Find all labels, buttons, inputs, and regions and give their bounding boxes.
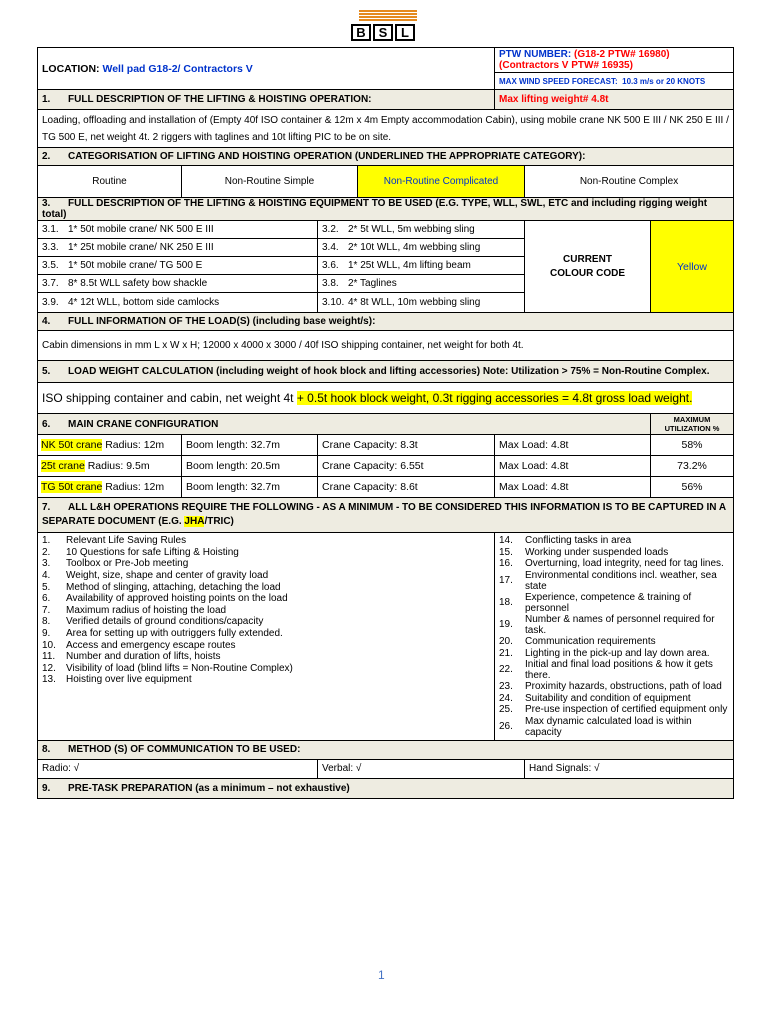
item-text: 1* 50t mobile crane/ NK 500 E III (68, 224, 214, 235)
list-item (499, 693, 729, 705)
item-number: 7. (42, 604, 51, 616)
item-text: Suitability and condition of equipment (525, 692, 691, 704)
section-number: 2. (42, 151, 51, 162)
item-text: Max dynamic calculated load is within capacity (525, 715, 692, 738)
item-text: Toolbox or Pre-Job meeting (66, 558, 189, 570)
section-title-part-2: /TRIC) (204, 516, 234, 527)
requirements-left-list (42, 535, 490, 686)
item-text: Communication requirements (525, 636, 656, 648)
ptw-label: PTW NUMBER: (499, 49, 572, 60)
wind-value: 10.3 m/s or 20 KNOTS (622, 76, 706, 86)
crane-max-load: Max Load: 4.8t (495, 456, 651, 477)
section-title: FULL DESCRIPTION OF THE LIFTING & HOISTING OPERATION: (68, 94, 372, 105)
item-number: 25. (499, 704, 513, 716)
crane-utilization: 56% (651, 477, 734, 498)
section-5-header (38, 361, 734, 383)
crane-boom: Boom length: 32.7m (182, 435, 318, 456)
item-text: Lighting in the pick-up and lay down area. (525, 647, 710, 659)
crane-boom: Boom length: 32.7m (182, 477, 318, 498)
item-number: 19. (499, 619, 513, 631)
item-text: Availability of approved hoisting points on the load (66, 593, 288, 605)
item-number: 2. (42, 546, 51, 558)
item-number: 24. (499, 692, 513, 704)
logo-stripes (359, 10, 417, 22)
crane-radius: Radius: 12m (105, 481, 165, 493)
section-number: 5. (42, 366, 51, 377)
item-text: 4* 8t WLL, 10m webbing sling (348, 297, 481, 308)
item-text: Visibility of load (blind lifts = Non-Routine Complex) (66, 662, 293, 674)
list-item (499, 535, 729, 547)
item-number: 13. (42, 674, 56, 686)
item-text: Conflicting tasks in area (525, 535, 632, 547)
hand-signals-method: Hand Signals: √ (525, 759, 734, 778)
section-number: 1. (42, 94, 51, 105)
equipment-item (318, 221, 525, 239)
list-item (42, 547, 490, 559)
list-item (499, 570, 729, 592)
crane-capacity: Crane Capacity: 6.55t (318, 456, 495, 477)
equipment-item (38, 257, 318, 275)
section-9-header (38, 778, 734, 798)
section-number: 4. (42, 316, 51, 327)
item-number: 16. (499, 558, 513, 570)
item-number: 3.1. (42, 224, 59, 235)
crane-utilization: 73.2% (651, 456, 734, 477)
list-item (42, 663, 490, 675)
load-information: Cabin dimensions in mm L x W x H; 12000 x 4000 x 3000 / 40f ISO shipping container, net weight for both 4t. (38, 331, 734, 361)
section-2-header (38, 148, 734, 166)
item-text: 2* Taglines (348, 278, 397, 289)
crane-boom: Boom length: 20.5m (182, 456, 318, 477)
ptw-open-2: ( (499, 60, 503, 71)
section-number: 7. (42, 502, 51, 513)
item-text: 1* 25t mobile crane/ NK 250 E III (68, 242, 214, 253)
category-non-routine-complicated: Non-Routine Complicated (358, 166, 525, 198)
section-title-part-1: ALL L&H OPERATIONS REQUIRE THE FOLLOWING - AS A MINIMUM - TO BE CONSIDERED THIS INFORMATION IS TO BE CAPTURED IN A SEPARATE DOCUMENT (E.G. (42, 502, 726, 527)
section-title: FULL DESCRIPTION OF THE LIFTING & HOISTING EQUIPMENT TO BE USED (E.G. TYPE, WLL, SWL, ETC and including rigging weight total) (42, 198, 708, 220)
list-item (499, 704, 729, 716)
crane-name: TG 50t crane (41, 481, 103, 493)
list-item (499, 681, 729, 693)
item-text: 8* 8.5t WLL safety bow shackle (68, 278, 208, 289)
equipment-item (318, 239, 525, 257)
item-text: Area for setting up with outriggers fully extended. (66, 628, 283, 640)
section-1-header (38, 90, 495, 110)
list-item (499, 614, 729, 636)
item-text: Number & names of personnel required for task. (525, 613, 715, 636)
colour-label-line-1: CURRENT (563, 254, 612, 265)
item-number: 1. (42, 535, 51, 547)
ptw-number-2: Contractors V PTW# 16935 (502, 60, 630, 71)
section-title: METHOD (S) OF COMMUNICATION TO BE USED: (68, 744, 301, 756)
item-text: Hoisting over live equipment (66, 674, 192, 686)
item-number: 18. (499, 597, 513, 609)
list-item (499, 647, 729, 659)
wind-cell (495, 73, 734, 90)
ptw-cell (495, 48, 734, 73)
item-number: 5. (42, 581, 51, 593)
item-text: 4* 12t WLL, bottom side camlocks (68, 297, 220, 308)
section-number: 9. (42, 782, 51, 794)
crane-max-load: Max Load: 4.8t (495, 435, 651, 456)
section-number: 6. (42, 418, 51, 430)
crane-name-radius (38, 477, 182, 498)
item-text: 1* 50t mobile crane/ TG 500 E (68, 260, 203, 271)
section-8-header (38, 740, 734, 759)
item-number: 22. (499, 664, 513, 676)
item-number: 14. (499, 535, 513, 547)
item-number: 3.9. (42, 297, 59, 308)
logo-letter: L (395, 24, 415, 41)
list-item (499, 716, 729, 738)
location-label: LOCATION: (42, 62, 100, 75)
section-title: CATEGORISATION OF LIFTING AND HOISTING OPERATION (UNDERLINED THE APPROPRIATE CATEGORY): (68, 151, 586, 162)
section-title-jha: JHA (184, 516, 205, 527)
equipment-item (318, 293, 525, 313)
list-item (499, 659, 729, 681)
crane-max-load: Max Load: 4.8t (495, 477, 651, 498)
crane-name: NK 50t crane (41, 439, 103, 451)
calc-plain: ISO shipping container and cabin, net weight 4t (42, 390, 297, 405)
category-non-routine-simple: Non-Routine Simple (182, 166, 358, 198)
section-title: FULL INFORMATION OF THE LOAD(S) (including base weight/s): (68, 316, 376, 327)
ptw-open: ( (571, 49, 578, 60)
item-number: 3.7. (42, 278, 59, 289)
wind-label: MAX WIND SPEED FORECAST: (499, 76, 618, 86)
item-text: Proximity hazards, obstructions, path of load (525, 681, 722, 693)
item-number: 3.4. (322, 242, 339, 253)
colour-label-line-2: COLOUR CODE (550, 268, 625, 279)
list-item (42, 616, 490, 628)
list-item (42, 593, 490, 605)
item-text: Overturning, load integrity, need for tag lines. (525, 558, 724, 570)
current-colour-code-value: Yellow (651, 221, 734, 313)
ptw-number-1: G18-2 PTW# 16980 (577, 49, 667, 60)
section-4-header (38, 313, 734, 331)
crane-name-radius (38, 456, 182, 477)
item-text: 2* 5t WLL, 5m webbing sling (348, 224, 475, 235)
item-text: 2* 10t WLL, 4m webbing sling (348, 242, 481, 253)
lifting-plan-form (37, 47, 734, 799)
item-number: 20. (499, 636, 513, 648)
bsl-logo (351, 10, 417, 43)
verbal-method: Verbal: √ (318, 759, 525, 778)
equipment-item (318, 275, 525, 293)
crane-capacity: Crane Capacity: 8.3t (318, 435, 495, 456)
section-3-header (38, 198, 734, 221)
crane-radius: Radius: 9.5m (87, 460, 150, 472)
item-number: 3. (42, 558, 51, 570)
requirements-right-list (499, 535, 729, 738)
section-number: 8. (42, 744, 51, 756)
page-number: 1 (378, 968, 385, 982)
ptw-close-2: ) (629, 60, 633, 71)
item-text: 10 Questions for safe Lifting & Hoisting (66, 546, 239, 558)
item-number: 11. (42, 651, 56, 663)
ptw-close: ) (666, 49, 670, 60)
list-item (42, 558, 490, 570)
location-value: Well pad G18-2/ Contractors V (102, 62, 253, 75)
item-number: 12. (42, 662, 56, 674)
item-text: Maximum radius of hoisting the load (66, 604, 227, 616)
list-item (42, 581, 490, 593)
list-item (42, 570, 490, 582)
item-number: 3.3. (42, 242, 59, 253)
crane-capacity: Crane Capacity: 8.6t (318, 477, 495, 498)
item-text: Method of slinging, attaching, detaching the load (66, 581, 281, 593)
item-text: Initial and final load positions & how it gets there. (525, 658, 713, 681)
equipment-item (38, 293, 318, 313)
item-number: 3.6. (322, 260, 339, 271)
list-item (499, 636, 729, 648)
section-7-header (38, 498, 734, 533)
equipment-item (38, 275, 318, 293)
item-number: 23. (499, 681, 513, 693)
item-number: 17. (499, 575, 513, 587)
list-item (499, 558, 729, 570)
category-non-routine-complex: Non-Routine Complex (525, 166, 734, 198)
location-cell (38, 48, 495, 90)
item-text: Weight, size, shape and center of gravity load (66, 570, 269, 582)
list-item (42, 639, 490, 651)
crane-name-radius (38, 435, 182, 456)
item-text: 1* 25t WLL, 4m lifting beam (348, 260, 471, 271)
section-6-header (38, 414, 651, 435)
requirements-left-column (38, 533, 495, 741)
item-number: 21. (499, 647, 513, 659)
equipment-item (38, 221, 318, 239)
crane-row (38, 477, 734, 498)
item-text: Pre-use inspection of certified equipment only (525, 704, 728, 716)
section-title: MAIN CRANE CONFIGURATION (68, 418, 219, 430)
section-title: PRE-TASK PREPARATION (as a minimum – not exhaustive) (68, 782, 350, 794)
logo-letter: S (373, 24, 393, 41)
list-item (42, 674, 490, 686)
crane-radius: Radius: 12m (105, 439, 165, 451)
item-text: Working under suspended loads (525, 546, 669, 558)
operation-description: Loading, offloading and installation of (Empty 40f ISO container & 12m x 4m Empty accommodation Cabin), using mobile crane NK 500 E III / NK 250 E III / TG 500 E, net weight 4t. 2 riggers with taglines and 10t lifting PIC to be on site. (38, 110, 734, 148)
max-lifting-weight: Max lifting weight# 4.8t (495, 90, 734, 110)
item-text: Access and emergency escape routes (66, 639, 236, 651)
item-number: 9. (42, 628, 51, 640)
logo-letters (351, 24, 415, 41)
item-number: 15. (499, 546, 513, 558)
logo-letter: B (351, 24, 371, 41)
item-number: 26. (499, 721, 513, 733)
equipment-item (38, 239, 318, 257)
section-title: LOAD WEIGHT CALCULATION (including weight of hook block and lifting accessories) Note: Utilization > 75% = Non-Routine Complex. (68, 366, 710, 377)
max-utilization-header: MAXIMUM UTILIZATION % (651, 414, 734, 435)
item-text: Relevant Life Saving Rules (66, 535, 187, 547)
item-text: Experience, competence & training of personnel (525, 591, 692, 614)
list-item (42, 535, 490, 547)
crane-row (38, 435, 734, 456)
equipment-item (318, 257, 525, 275)
list-item (42, 651, 490, 663)
item-text: Verified details of ground conditions/capacity (66, 616, 264, 628)
crane-row (38, 456, 734, 477)
list-item (499, 592, 729, 614)
requirements-right-column (495, 533, 734, 741)
radio-method: Radio: √ (38, 759, 318, 778)
item-number: 3.5. (42, 260, 59, 271)
section-number: 3. (42, 198, 51, 209)
item-number: 4. (42, 570, 51, 582)
calc-highlight: + 0.5t hook block weight, 0.3t rigging accessories = 4.8t gross load weight. (296, 390, 693, 405)
item-number: 3.2. (322, 224, 339, 235)
current-colour-code-label (525, 221, 651, 313)
item-number: 3.8. (322, 278, 339, 289)
item-text: Number and duration of lifts, hoists (66, 651, 221, 663)
item-number: 3.10. (322, 297, 345, 308)
load-weight-calculation (38, 383, 734, 414)
crane-utilization: 58% (651, 435, 734, 456)
list-item (42, 605, 490, 617)
item-number: 6. (42, 593, 51, 605)
item-number: 8. (42, 616, 51, 628)
category-routine: Routine (38, 166, 182, 198)
item-text: Environmental conditions incl. weather, sea state (525, 569, 717, 592)
item-number: 10. (42, 639, 56, 651)
list-item (499, 547, 729, 559)
crane-name: 25t crane (41, 460, 85, 472)
list-item (42, 628, 490, 640)
